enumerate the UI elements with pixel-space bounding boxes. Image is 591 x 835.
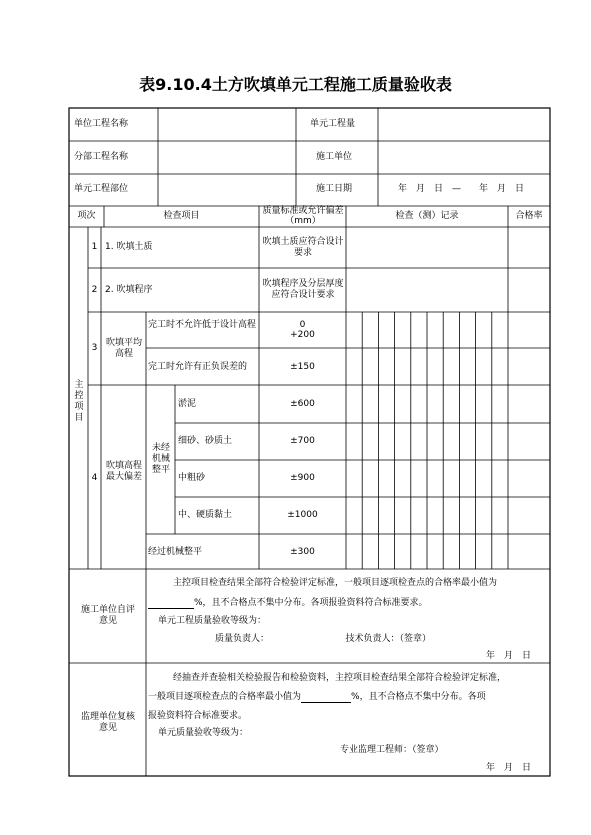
row3-sub1-std-a: 0 bbox=[299, 320, 306, 330]
row4-s1-item: 淤泥 bbox=[178, 399, 197, 409]
self-eval-date: 年 月 日 bbox=[486, 651, 532, 661]
row3-sub1-item: 完工时不允许低于设计高程 bbox=[148, 320, 257, 330]
unit-project-qty-label: 单元工程量 bbox=[310, 119, 356, 129]
main-control-label: 主控项目 bbox=[74, 380, 84, 423]
self-eval-line2 bbox=[148, 598, 428, 609]
row2-item: 2. 吹填程序 bbox=[105, 285, 153, 295]
col-check-item: 检查项目 bbox=[163, 211, 200, 221]
row3-group: 吹填平均高程 bbox=[106, 338, 143, 359]
col-item-no: 项次 bbox=[77, 211, 96, 221]
row4-s2-std: ±700 bbox=[290, 436, 315, 446]
supervisor-rate-blank[interactable] bbox=[301, 692, 351, 703]
self-eval-label: 施工单位自评意见 bbox=[80, 605, 135, 626]
row4-s3-item: 中粗砂 bbox=[178, 473, 206, 483]
supervisor-line1: 经抽查并查验相关检验报告和检验资料，主控项目检查结果全部符合检验评定标准， bbox=[173, 673, 507, 683]
self-eval-line4: 质量负责人： 技术负责人：（签章） bbox=[215, 634, 432, 644]
row4-s1-std: ±600 bbox=[290, 399, 315, 409]
row3-sub1-std-b: +200 bbox=[290, 330, 315, 340]
row4-group: 吹填高程最大偏差 bbox=[106, 461, 143, 482]
col-pass-rate: 合格率 bbox=[515, 211, 543, 221]
row4-subgroup: 未经机械整平 bbox=[151, 443, 170, 475]
construction-date-placeholder: 年 月 日 — 年 月 日 bbox=[398, 184, 525, 194]
row4-s3-std: ±900 bbox=[290, 473, 315, 483]
row4-s5-std: ±300 bbox=[290, 547, 315, 557]
row4-s4-item: 中、硬质黏土 bbox=[178, 510, 233, 520]
row4-s4-std: ±1000 bbox=[287, 510, 318, 520]
row4-s2-item: 细砂、砂质土 bbox=[178, 436, 233, 446]
supervisor-line2-suffix: %，且不合格点不集中分布。各项 bbox=[351, 692, 486, 702]
unit-project-name-label: 单位工程名称 bbox=[74, 119, 129, 129]
row3-sub2-std: ±150 bbox=[290, 362, 315, 372]
construction-date-label: 施工日期 bbox=[316, 184, 353, 194]
page-title: 表9.10.4土方吹填单元工程施工质量验收表 bbox=[139, 75, 452, 94]
self-eval-line2-suffix: %，且不合格点不集中分布。各项报验资料符合标准要求。 bbox=[194, 598, 428, 608]
row4-s5-item: 经过机械整平 bbox=[148, 547, 203, 557]
row2-standard: 吹填程序及分层厚度应符合设计要求 bbox=[262, 279, 344, 300]
supervisor-line2 bbox=[148, 692, 486, 703]
self-eval-line3: 单元工程质量验收等级为： bbox=[158, 616, 267, 626]
supervisor-line4: 单元质量验收等级为： bbox=[158, 728, 249, 738]
self-eval-line1: 主控项目检查结果全部符合检验评定标准，一般项目逐项检查点的合格率最小值为 bbox=[173, 578, 498, 588]
supervisor-line2-prefix: 一般项目逐项检查点的合格率最小值为 bbox=[148, 692, 302, 702]
row2-no: 2 bbox=[91, 285, 98, 295]
row4-no: 4 bbox=[91, 473, 98, 483]
row1-no: 1 bbox=[91, 242, 98, 252]
supervisor-label: 监理单位复核意见 bbox=[80, 712, 135, 733]
row1-item: 1. 吹填土质 bbox=[105, 242, 153, 252]
row3-sub2-item: 完工时允许有正负误差的 bbox=[148, 362, 248, 372]
unit-project-location-label: 单元工程部位 bbox=[74, 184, 129, 194]
self-eval-rate-blank[interactable] bbox=[148, 598, 194, 609]
supervisor-date: 年 月 日 bbox=[486, 763, 532, 773]
supervisor-line5: 专业监理工程师：（签章） bbox=[340, 745, 444, 755]
row1-standard: 吹填土质应符合设计要求 bbox=[262, 237, 344, 258]
supervisor-line3: 报验资料符合标准要求。 bbox=[148, 711, 248, 721]
col-record: 检查（测）记录 bbox=[395, 211, 459, 221]
division-project-name-label: 分部工程名称 bbox=[74, 152, 129, 162]
construction-unit-label: 施工单位 bbox=[316, 152, 353, 162]
col-standard: 质量标准或允许偏差（mm） bbox=[262, 206, 344, 226]
row3-no: 3 bbox=[91, 343, 98, 353]
